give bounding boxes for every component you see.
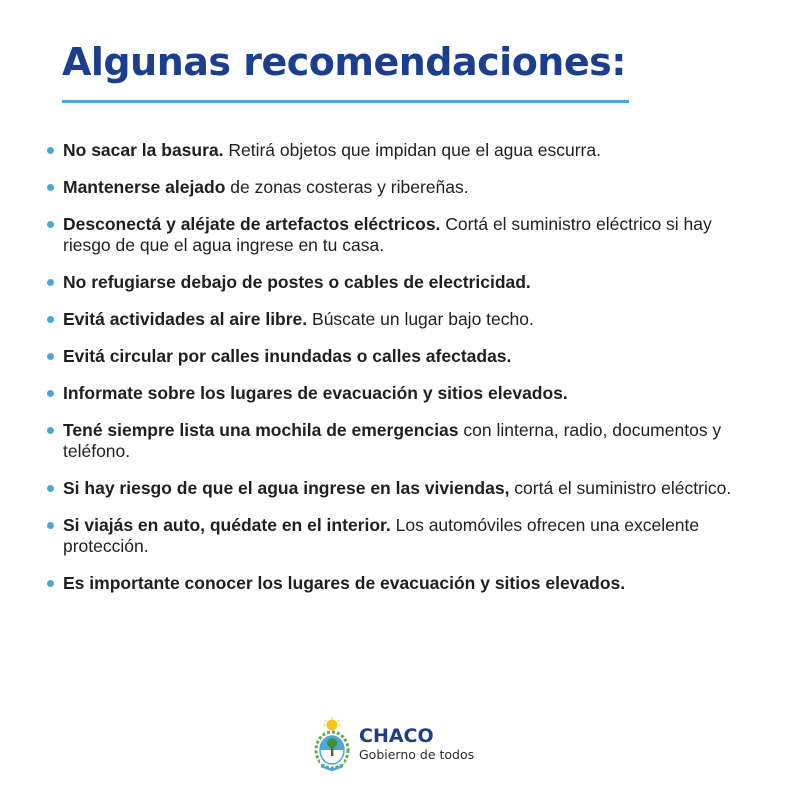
item-bold-text: Informate sobre los lugares de evacuación y sitios elevados. — [63, 383, 568, 403]
item-bold-text: Tené siempre lista una mochila de emergencias — [63, 420, 459, 440]
item-bold-text: No sacar la basura. — [63, 140, 224, 160]
bullet-dot-icon — [47, 353, 54, 360]
list-item — [44, 214, 744, 256]
list-item — [44, 573, 744, 594]
bullet-dot-icon — [47, 390, 54, 397]
page-title: Algunas recomendaciones: — [62, 40, 626, 84]
list-item — [44, 309, 744, 330]
item-text: de zonas costeras y ribereñas. — [225, 177, 469, 197]
chaco-shield-icon — [313, 716, 351, 772]
item-bold-text: Evitá actividades al aire libre. — [63, 309, 308, 329]
bullet-dot-icon — [47, 580, 54, 587]
item-text: con linterna, radio, documentos y teléfono. — [63, 420, 722, 461]
item-text: Búscate un lugar bajo techo. — [307, 309, 534, 329]
item-text: Los automóviles ofrecen una excelente protección. — [63, 515, 700, 556]
bullet-dot-icon — [47, 147, 54, 154]
item-text: cortá el suministro eléctrico. — [509, 478, 732, 498]
bullet-dot-icon — [47, 184, 54, 191]
list-item — [44, 420, 744, 462]
list-item — [44, 383, 744, 404]
brand-tagline: Gobierno de todos — [359, 747, 475, 762]
list-item — [44, 177, 744, 198]
bullet-dot-icon — [47, 221, 54, 228]
item-bold-text: Si hay riesgo de que el agua ingrese en las viviendas, — [63, 478, 510, 498]
footer-logo — [313, 716, 474, 772]
item-bold-text: Es importante conocer los lugares de evacuación y sitios elevados. — [63, 573, 626, 593]
list-item — [44, 515, 744, 557]
bullet-dot-icon — [47, 316, 54, 323]
bullet-dot-icon — [47, 279, 54, 286]
bullet-dot-icon — [47, 522, 54, 529]
bullet-dot-icon — [47, 427, 54, 434]
title-underline — [62, 100, 629, 103]
item-text: Cortá el suministro eléctrico si hay riesgo de que el agua ingrese en tu casa. — [63, 214, 712, 255]
item-text: Retirá objetos que impidan que el agua escurra. — [223, 140, 601, 160]
item-bold-text: No refugiarse debajo de postes o cables de electricidad. — [63, 272, 531, 292]
list-item — [44, 140, 744, 161]
list-item — [44, 272, 744, 293]
brand-name: CHACO — [359, 725, 434, 747]
bullet-dot-icon — [47, 485, 54, 492]
list-item — [44, 346, 744, 367]
item-bold-text: Evitá circular por calles inundadas o calles afectadas. — [63, 346, 512, 366]
recommendation-list — [44, 140, 744, 610]
item-bold-text: Mantenerse alejado — [63, 177, 226, 197]
item-bold-text: Desconectá y aléjate de artefactos eléctricos. — [63, 214, 441, 234]
list-item — [44, 478, 744, 499]
item-bold-text: Si viajás en auto, quédate en el interior. — [63, 515, 391, 535]
